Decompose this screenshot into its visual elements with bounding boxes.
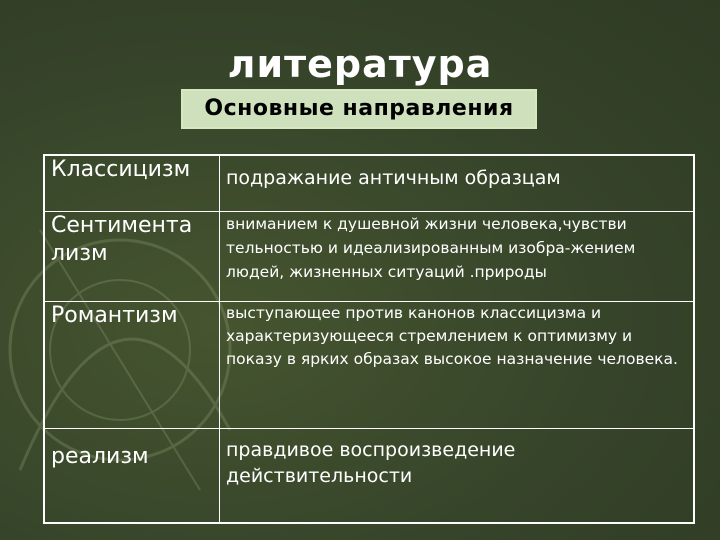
description-cell: вниманием к душевной жизни человека,чувстви тельностью и идеализированным изобра-жением людей, жизненных ситуаций .природы — [220, 211, 695, 301]
page-title: литература — [227, 42, 493, 86]
subtitle-text: Основные направления — [204, 96, 514, 121]
term-cell: реализм — [44, 428, 220, 523]
term-cell: Сентимента лизм — [44, 211, 220, 301]
term-cell: Классицизм — [44, 155, 220, 211]
description-cell: правдивое воспроизведение действительности — [220, 428, 695, 523]
subtitle-box — [181, 89, 537, 129]
table-row — [44, 155, 694, 211]
term-cell: Романтизм — [44, 301, 220, 428]
table-row — [44, 211, 694, 301]
table-row — [44, 428, 694, 523]
description-cell: выступающее против канонов классицизма и характеризующееся стремлением к оптимизму и показу в ярких образах высокое назначение человека. — [220, 301, 695, 428]
directions-table — [43, 154, 695, 524]
table-row — [44, 301, 694, 428]
description-cell: подражание античным образцам — [220, 155, 695, 211]
